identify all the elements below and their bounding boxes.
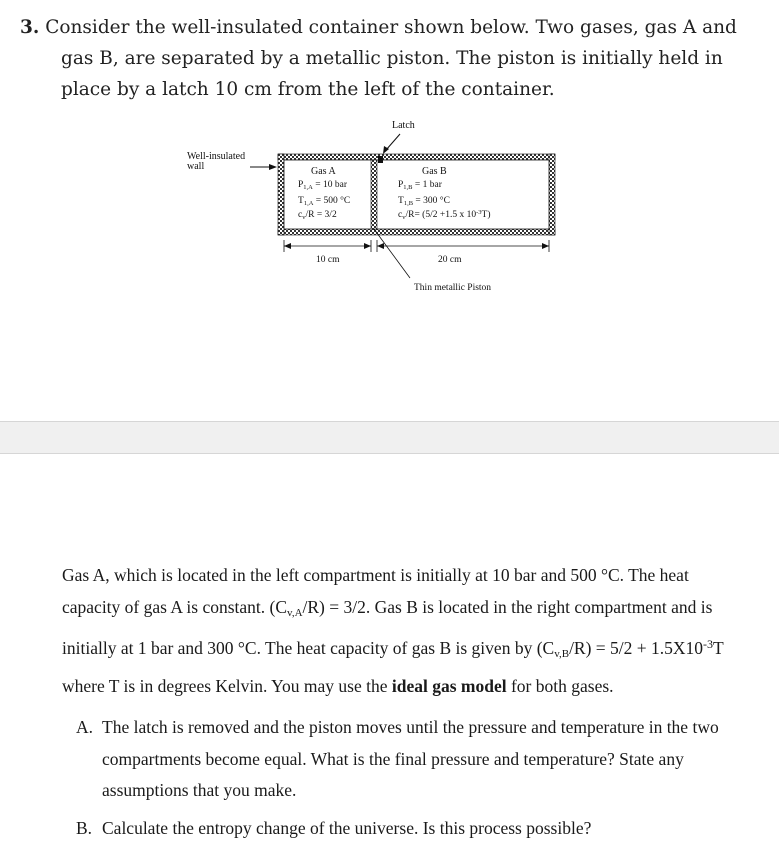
dim-arrow-4 <box>542 243 549 249</box>
separator-band <box>0 421 779 454</box>
body-segment-5: for both gases. <box>506 675 614 696</box>
cvb-subscript: v,B <box>554 648 570 660</box>
gas-b-pressure: $P_{1,B} = 1$ bar <box>398 180 442 191</box>
dim-arrow-2 <box>364 243 371 249</box>
wall-right <box>549 154 555 235</box>
sub-question-b <box>76 813 736 845</box>
dim-arrow-1 <box>284 243 291 249</box>
dim-arrow-3 <box>377 243 384 249</box>
latch-block <box>378 156 383 163</box>
body-segment-3: /R) = 5/2 + 1.5X10 <box>569 638 704 658</box>
wall-label-2: wall <box>187 161 205 172</box>
wall-arrowhead <box>269 164 277 170</box>
sub-question-b-label: B. <box>76 817 93 838</box>
sub-questions <box>76 712 736 850</box>
gas-a-temperature: $T_{1,A} = 500$ °C <box>298 196 351 207</box>
dim-right-label: 20 cm <box>438 255 462 265</box>
question-header <box>20 12 760 105</box>
question-line-1: Consider the well-insulated container shown below. Two gases, gas A and <box>39 17 737 38</box>
exponent-superscript: -3 <box>703 637 714 651</box>
wall-label-1: Well-insulated <box>187 151 246 162</box>
gas-b-name: Gas B <box>422 166 447 177</box>
question-line-2: gas B, are separated by a metallic piston. The piston is initially held in <box>61 48 723 69</box>
wall-left <box>278 154 284 235</box>
gas-b-temperature: $T_{1,B} = 300$ °C <box>398 196 450 207</box>
dim-left-label: 10 cm <box>316 255 340 265</box>
wall-bottom <box>278 229 555 235</box>
gas-a-heat-capacity: $c_v/R = 3/2$ <box>298 210 337 221</box>
piston-label: Thin metallic Piston <box>414 283 492 293</box>
problem-description <box>62 560 742 702</box>
ideal-gas-model-emphasis: ideal gas model <box>391 675 507 696</box>
sub-question-a <box>76 712 736 807</box>
problem-paragraph <box>62 560 742 702</box>
container-diagram <box>180 112 580 302</box>
metallic-piston <box>371 160 377 229</box>
question-line-3: place by a latch 10 cm from the left of the container. <box>61 79 555 100</box>
body-segment-1: Gas A, which is located in the left compartment is initially at 10 bar and 500 °C. The heat capacity of gas A is constant. (C <box>62 565 689 617</box>
sub-question-b-text: Calculate the entropy change of the universe. Is this process possible? <box>102 817 592 838</box>
sub-question-a-text: The latch is removed and the piston moves until the pressure and temperature in the two compartments become equal. What is the final pressure and temperature? State any assumptions that you make. <box>102 717 719 800</box>
latch-pointer <box>386 134 400 150</box>
question-number: 3. <box>20 17 40 38</box>
gas-a-name: Gas A <box>311 166 336 177</box>
body-segment-2: /R) = 3/2. Gas B is located in the right compartment and is initially at 1 bar and 300 °C. The heat capacity of gas B is given by (C <box>62 596 713 658</box>
piston-pointer <box>374 229 410 278</box>
cva-subscript: v,A <box>287 606 303 619</box>
body-segment-4: T where T is in degrees Kelvin. You may use the <box>62 638 724 696</box>
latch-label: Latch <box>392 120 415 131</box>
gas-a-pressure: $P_{1,A} = 10$ bar <box>298 180 347 191</box>
sub-question-a-label: A. <box>76 717 94 737</box>
wall-top <box>278 154 555 160</box>
gas-b-heat-capacity: $c_v/R= (5/2 +1.5$ x $10^{-3}T$) <box>398 209 491 221</box>
